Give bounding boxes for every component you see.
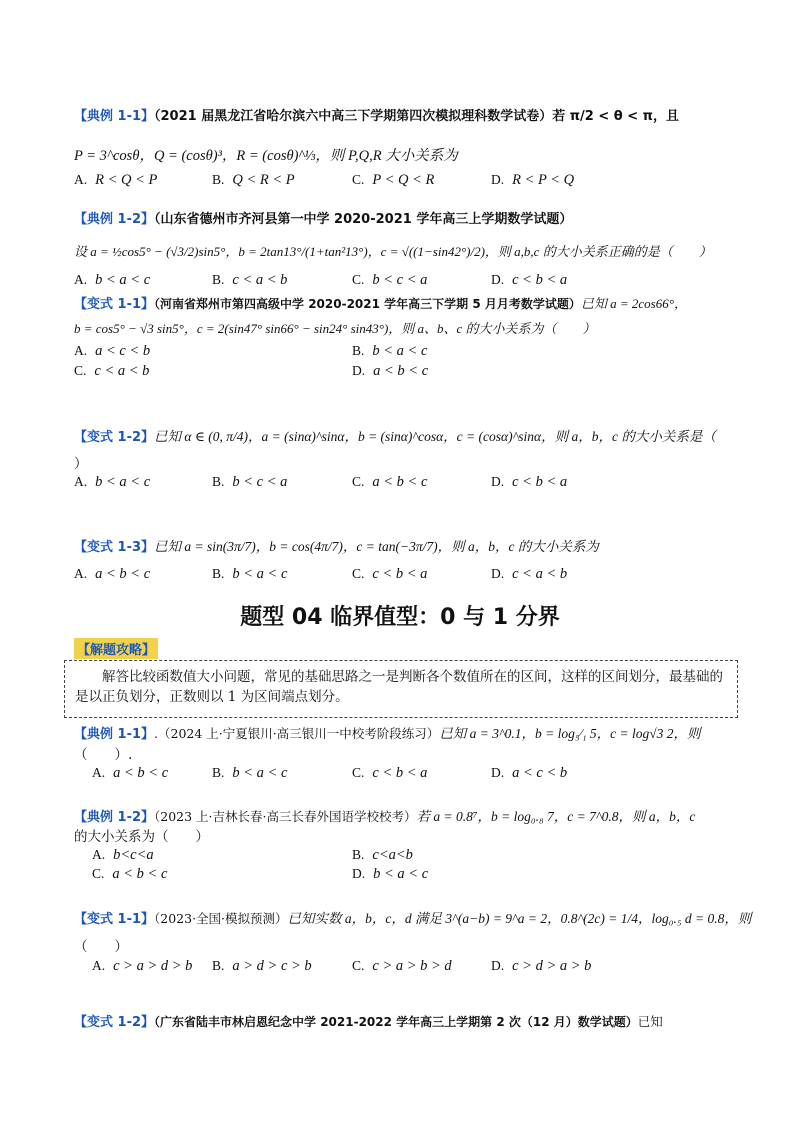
example-2-1-header: 【典例 1-1】.（2024 上·宁夏银川·高三银川一中校考阶段练习）已知 a = 3^0.1，b = log₅⁄₁ 5，c = log√3 2，则 <box>74 726 701 742</box>
variant-1-2-cont: ） <box>74 456 88 472</box>
variant-1-3-header: 【变式 1-3】已知 a = sin(3π/7)，b = cos(4π/7)，c = tan(−3π/7)，则 a，b，c 的大小关系为 <box>74 539 599 555</box>
example-1-2-header: 【典例 1-2】（山东省德州市齐河县第一中学 2020-2021 学年高三上学期数学试题） <box>74 212 573 227</box>
example-2-1-cont: （ ）. <box>74 747 133 763</box>
option-b: B. b < a < c <box>212 765 288 781</box>
variant-2-1-options <box>92 958 772 976</box>
example-2-2-header: 【典例 1-2】（2023 上·吉林长春·高三长春外国语学校校考）若 a = 0.8⁷，b = log₀.₈ 7，c = 7^0.8，则 a，b，c <box>74 809 696 825</box>
variant-2-1-cont: （ ） <box>74 939 128 955</box>
option-a: A. R < Q < P <box>74 172 158 188</box>
option-a: A. b<c<a <box>92 847 154 863</box>
example-1-1-options <box>74 172 754 190</box>
example-source: （2021 届黑龙江省哈尔滨六中高三下学期第四次模拟理科数学试卷） <box>154 109 553 124</box>
option-c: C. a < b < c <box>352 474 428 490</box>
strategy-box <box>64 660 738 718</box>
option-c: C. c < b < a <box>352 566 428 582</box>
option-d: D. b < a < c <box>352 866 429 882</box>
option-d: D. a < c < b <box>491 765 568 781</box>
option-d: D. c < b < a <box>491 474 568 490</box>
example-1-2-body: 设 a = ½cos5° − (√3/2)sin5°，b = 2tan13°/(1+tan²13°)，c = √((1−sin42°)/2)，则 a,b,c 的大小关系正确的是（ ） <box>74 244 712 259</box>
strategy-text: 解答比较函数值大小问题，常见的基础思路之一是判断各个数值所在的区间，这样的区间划分，最基础的是以正负划分，正数则以 1 为区间端点划分。 <box>75 669 723 705</box>
example-tag: 【典例 1-1】 <box>74 109 155 124</box>
option-c: C. c < b < a <box>352 765 428 781</box>
variant-1-3-options <box>74 566 754 584</box>
variant-1-1-options-row2 <box>74 363 754 381</box>
variant-1-2-options <box>74 474 754 492</box>
example-condition: 若 π/2 < θ < π，且 <box>552 109 679 124</box>
variant-1-2-header: 【变式 1-2】已知 α ∈ (0, π/4)，a = (sinα)^sinα，b = (sinα)^cosα，c = (cosα)^sinα，则 a，b，c 的大小关系是（ <box>74 429 716 445</box>
variant-1-1-options-row1 <box>74 343 754 361</box>
option-b: B. b < a < c <box>352 343 428 359</box>
option-b: B. c < a < b <box>212 272 288 288</box>
option-c: C. c < a < b <box>74 363 150 379</box>
example-2-2-options-row1 <box>92 847 772 865</box>
option-b: B. Q < R < P <box>212 172 295 188</box>
option-b: B. b < c < a <box>212 474 288 490</box>
option-a: A. a < b < c <box>92 765 169 781</box>
option-d: D. a < b < c <box>352 363 429 379</box>
example-1-1-header <box>74 107 679 126</box>
option-d: D. c < b < a <box>491 272 568 288</box>
option-b: B. a > d > c > b <box>212 958 312 974</box>
option-d: D. c > d > a > b <box>491 958 592 974</box>
option-c: C. P < Q < R <box>352 172 435 188</box>
variant-2-1-header: 【变式 1-1】（2023·全国·模拟预测）已知实数 a，b，c，d 满足 3^(a−b) = 9^a = 2，0.8^(2c) = 1/4，log₀.₅ d = 0.8，则 <box>74 911 752 927</box>
example-2-2-cont: 的大小关系为（ ） <box>74 829 209 845</box>
option-d: D. R < P < Q <box>491 172 575 188</box>
option-c: C. a < b < c <box>92 866 168 882</box>
option-d: D. c < a < b <box>491 566 568 582</box>
option-a: A. a < c < b <box>74 343 151 359</box>
section-title: 题型 04 临界值型：0 与 1 分界 <box>240 605 560 630</box>
option-a: A. a < b < c <box>74 566 151 582</box>
example-1-2-options <box>74 272 754 290</box>
option-b: B. b < a < c <box>212 566 288 582</box>
option-a: A. b < a < c <box>74 474 151 490</box>
question-text: P = 3^cosθ，Q = (cosθ)³，R = (cosθ)^⅓，则 P,Q,R 大小关系为 <box>74 148 458 164</box>
example-2-2-options-row2 <box>92 866 772 884</box>
variant-1-1-body: b = cos5° − √3 sin5°，c = 2(sin47° sin66° − sin24° sin43°)，则 a、b、c 的大小关系为（ ） <box>74 321 596 336</box>
example-1-1-body <box>74 147 458 165</box>
option-b: B. c<a<b <box>352 847 413 863</box>
option-c: C. c > a > b > d <box>352 958 452 974</box>
variant-2-2-header: 【变式 1-2】（广东省陆丰市林启恩纪念中学 2021-2022 学年高三上学期第 2 次（12 月）数学试题）已知 <box>74 1014 663 1030</box>
option-c: C. b < c < a <box>352 272 428 288</box>
option-a: A. c > a > d > b <box>92 958 193 974</box>
option-a: A. b < a < c <box>74 272 151 288</box>
strategy-label: 【解题攻略】 <box>74 638 158 659</box>
example-2-1-options <box>92 765 772 783</box>
variant-1-1-header: 【变式 1-1】（河南省郑州市第四高级中学 2020-2021 学年高三下学期 5 月月考数学试题）已知 a = 2cos66°， <box>74 296 687 312</box>
